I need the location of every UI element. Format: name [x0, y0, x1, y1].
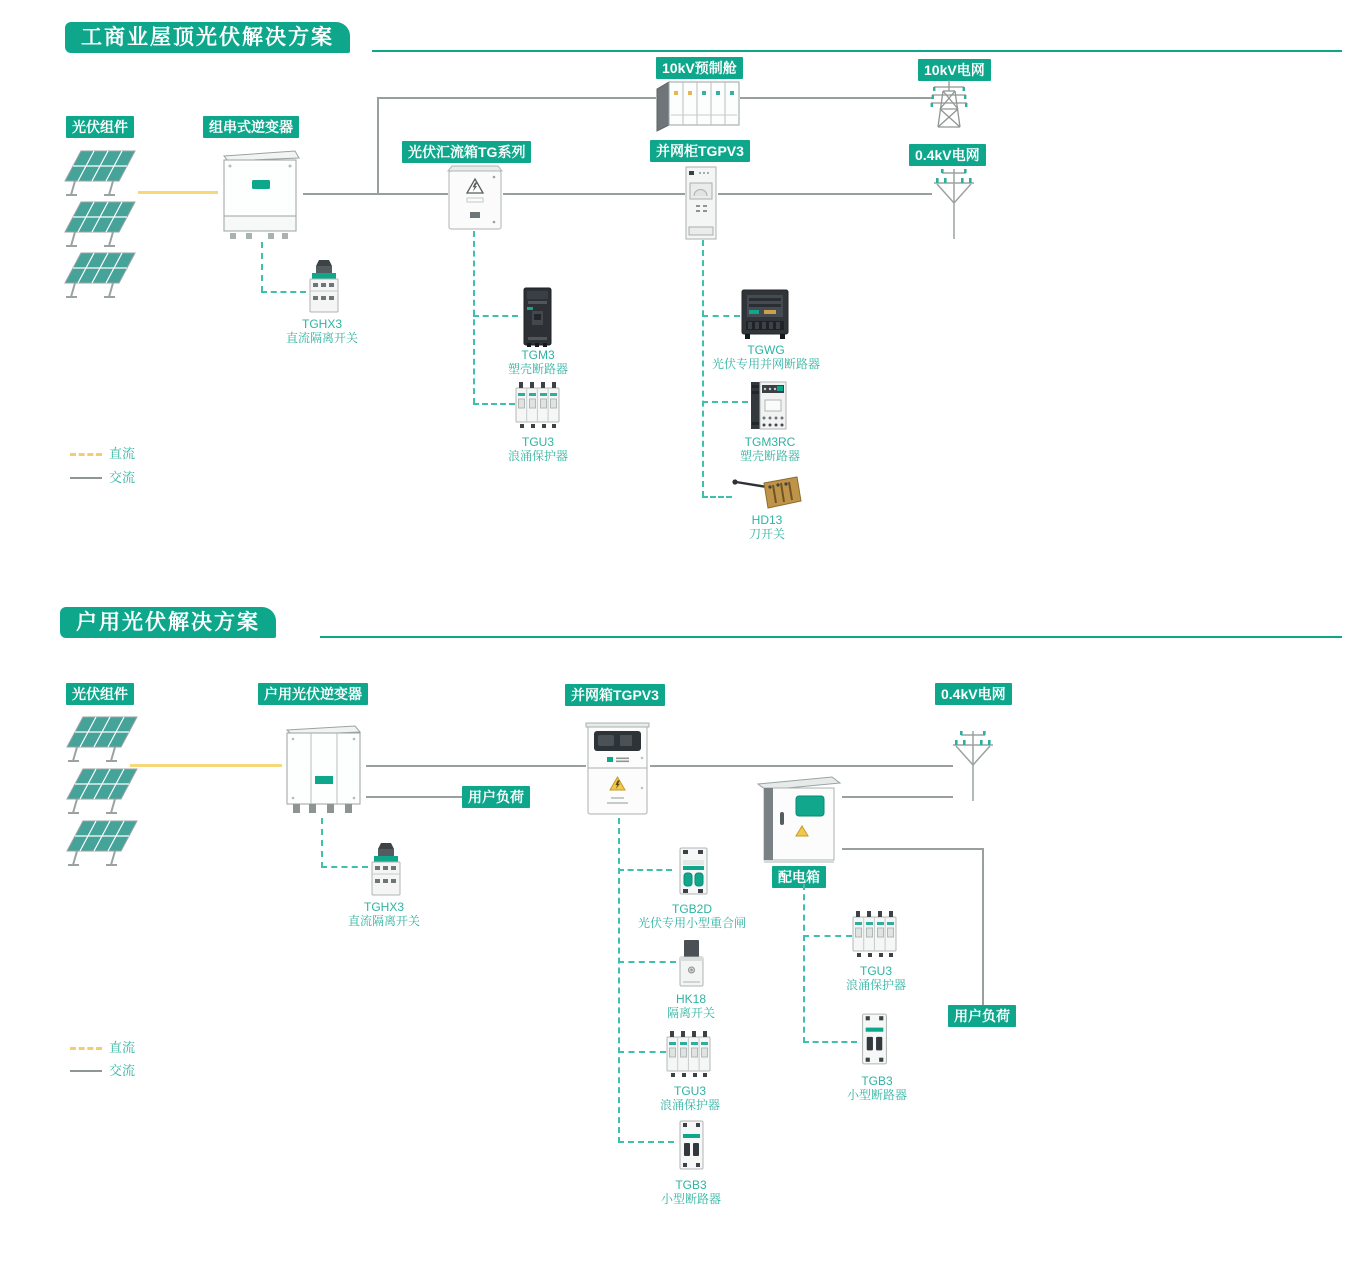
- ac-line-sample: [70, 1070, 102, 1072]
- component-label-tgb3-chain: TGB3 小型断路器: [660, 1178, 721, 1206]
- ac-line-combiner-to-cabinet: [503, 193, 685, 195]
- component-label-tghx3-s2: TGHX3 直流隔离开关: [347, 900, 420, 928]
- component-label-hd13: HD13 刀开关: [748, 513, 785, 541]
- tgu3-spd-icon: [665, 1028, 712, 1079]
- transmission-tower-icon: [930, 77, 968, 132]
- dashed-connector: [803, 935, 852, 937]
- ac-line-inverter-to-combiner: [303, 193, 448, 195]
- badge-pv-modules-s1: 光伏组件: [66, 116, 134, 138]
- tgu3-spd-icon: [851, 908, 898, 959]
- badge-grid-box: 并网箱TGPV3: [565, 684, 665, 706]
- tgm3rc-breaker-icon: [747, 378, 790, 433]
- legend-dc-label: 直流: [109, 446, 136, 461]
- dashed-connector: [261, 242, 263, 292]
- dashed-connector: [702, 315, 740, 317]
- tgb2d-recloser-icon: [671, 845, 716, 897]
- prefab-cabin-icon: [655, 79, 741, 132]
- component-label-tgwg: TGWG 光伏专用并网断路器: [711, 343, 820, 371]
- legend-dc-s1: [70, 446, 135, 462]
- dashed-connector: [261, 291, 306, 293]
- legend-ac-label: 交流: [109, 470, 136, 485]
- badge-grid-cabinet: 并网柜TGPV3: [650, 140, 750, 162]
- dc-line-sample: [70, 1047, 102, 1050]
- tgm3-breaker-icon: [517, 285, 557, 348]
- tghx3-dc-switch-icon: [305, 258, 343, 314]
- badge-pv-modules-s2: 光伏组件: [66, 683, 134, 705]
- dashed-connector: [321, 866, 368, 868]
- dashed-connector: [473, 315, 518, 317]
- tghx3-dc-switch-icon: [367, 841, 405, 897]
- solar-panel-icon: [66, 820, 140, 868]
- component-label-tgu3-s1: TGU3 浪涌保护器: [507, 435, 568, 463]
- ac-line-distbox-to-userload-v: [982, 848, 984, 1005]
- tgb3-breaker-icon: [855, 1011, 894, 1067]
- distribution-box-icon: [756, 774, 842, 868]
- badge-user-load-right: 用户负荷: [948, 1005, 1016, 1027]
- badge-04kv-grid-s1: 0.4kV电网: [909, 144, 986, 166]
- dashed-connector: [321, 818, 323, 868]
- dashed-connector: [702, 496, 732, 498]
- section2-banner-tail-line: [320, 636, 1342, 638]
- residential-inverter-icon: [281, 724, 366, 816]
- component-label-tgm3rc: TGM3RC 塑壳断路器: [739, 435, 800, 463]
- badge-prefab-cabin: 10kV预制舱: [656, 57, 743, 79]
- legend-ac-s2: [70, 1063, 135, 1079]
- hd13-knife-switch-icon: [731, 473, 802, 513]
- tgb3-breaker-icon: [673, 1118, 710, 1172]
- legend-ac-label: 交流: [109, 1063, 136, 1078]
- badge-residential-inverter: 户用光伏逆变器: [258, 683, 368, 705]
- component-label-hk18: HK18 隔离开关: [666, 992, 715, 1020]
- section1-title-banner: 工商业屋顶光伏解决方案: [65, 22, 350, 53]
- hk18-isolator-icon: [675, 938, 708, 990]
- dashed-connector: [702, 401, 748, 403]
- dc-line-panels-to-inverter-s2: [130, 764, 282, 767]
- badge-04kv-grid-s2: 0.4kV电网: [935, 683, 1012, 705]
- section2-title-banner: 户用光伏解决方案: [60, 607, 276, 638]
- component-label-tghx3-s1: TGHX3 直流隔离开关: [285, 317, 358, 345]
- legend-dc-label: 直流: [109, 1040, 136, 1055]
- combiner-box-icon: [446, 164, 504, 232]
- tgwg-breaker-icon: [739, 286, 791, 341]
- dashed-connector: [618, 869, 672, 871]
- badge-10kv-grid: 10kV电网: [918, 59, 991, 81]
- ac-line-cabinet-to-pole: [718, 193, 932, 195]
- grid-box-icon: [585, 720, 650, 818]
- section1-banner-tail-line: [372, 50, 1342, 52]
- power-pole-icon: [951, 716, 995, 814]
- grid-cabinet-icon: [683, 165, 719, 241]
- solar-panel-icon: [64, 252, 138, 300]
- dashed-connector: [473, 403, 515, 405]
- solar-panel-icon: [66, 768, 140, 816]
- component-label-tgm3: TGM3 塑壳断路器: [507, 348, 568, 376]
- component-label-tgu3-chain: TGU3 浪涌保护器: [659, 1084, 720, 1112]
- dashed-connector: [473, 231, 475, 404]
- ac-line-inverter-to-userload: [366, 796, 462, 798]
- ac-line-distbox-to-pole: [842, 796, 953, 798]
- solar-panel-icon: [66, 716, 140, 764]
- component-label-tgb3-distbox: TGB3 小型断路器: [846, 1074, 907, 1102]
- dashed-connector: [618, 1141, 674, 1143]
- ac-line-distbox-to-userload-h: [842, 848, 984, 850]
- power-pole-icon: [932, 165, 976, 241]
- solar-panel-icon: [64, 201, 138, 249]
- ac-branch-vertical: [377, 98, 379, 195]
- badge-distribution-box: 配电箱: [772, 866, 826, 888]
- dashed-connector: [618, 961, 676, 963]
- ac-line-gridbox-to-pole: [650, 765, 953, 767]
- ac-line-branch-to-cabin: [377, 97, 656, 99]
- component-label-tgb2d: TGB2D 光伏专用小型重合闸: [637, 902, 746, 930]
- dc-line-panels-to-inverter: [138, 191, 218, 194]
- legend-ac-s1: [70, 470, 135, 486]
- badge-combiner-box: 光伏汇流箱TG系列: [402, 141, 531, 163]
- solar-panel-icon: [64, 150, 138, 198]
- ac-line-cabin-to-tower: [740, 97, 932, 99]
- dashed-connector: [618, 1051, 666, 1053]
- badge-user-load-left: 用户负荷: [462, 786, 530, 808]
- badge-string-inverter: 组串式逆变器: [203, 116, 299, 138]
- dc-line-sample: [70, 453, 102, 456]
- tgu3-spd-icon: [514, 379, 561, 430]
- component-label-tgu3-distbox: TGU3 浪涌保护器: [845, 964, 906, 992]
- ac-line-inverter-to-gridbox: [366, 765, 586, 767]
- legend-dc-s2: [70, 1040, 135, 1056]
- string-inverter-icon: [216, 149, 303, 242]
- dashed-connector: [803, 1041, 857, 1043]
- ac-line-sample: [70, 477, 102, 479]
